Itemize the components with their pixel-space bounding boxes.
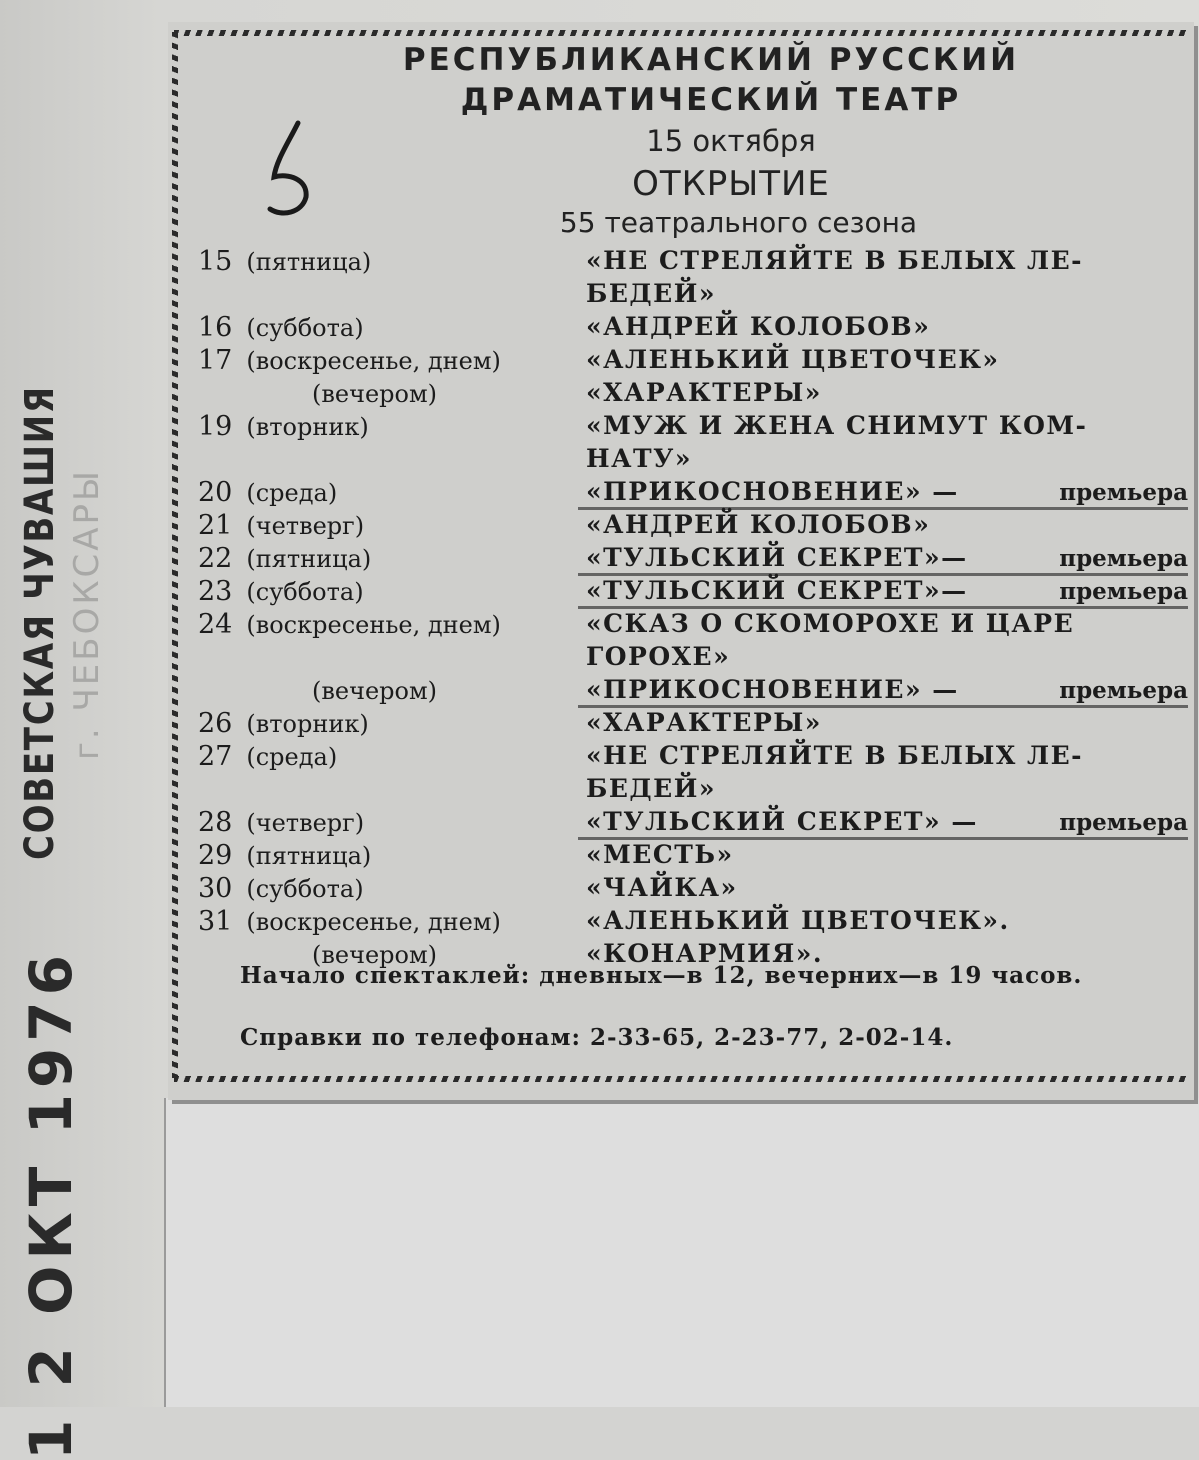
stamp-date: 1 2 ОКТ 1976 (17, 949, 85, 1460)
play-title: «ЧАЙКА» (586, 873, 738, 902)
day-number: 20 (198, 477, 233, 508)
schedule-row (198, 708, 1188, 741)
schedule-row (198, 279, 1188, 312)
premiere-note: премьера (1059, 677, 1188, 704)
weekday-label: (вечером) (312, 677, 437, 705)
weekday-label: (среда) (246, 743, 338, 771)
weekday-label: (суббота) (246, 875, 364, 903)
play-title: «НЕ СТРЕЛЯЙТЕ В БЕЛЫХ ЛЕ- (586, 741, 1084, 770)
premiere-note: премьера (1059, 545, 1188, 572)
premiere-note: премьера (1059, 809, 1188, 836)
dashed-border-bottom (174, 1076, 1188, 1082)
weekday-label: (пятница) (246, 545, 372, 573)
schedule-day (198, 708, 369, 739)
play-title: БЕДЕЙ» (586, 774, 716, 803)
play-title: «ТУЛЬСКИЙ СЕКРЕТ»— (586, 576, 968, 605)
schedule-day (198, 741, 337, 772)
play-title: «МЕСТЬ» (586, 840, 734, 869)
phone-info: Справки по телефонам: 2-33-65, 2-23-77, 2-02-14. (240, 1024, 954, 1051)
schedule-row (198, 477, 1188, 510)
play-title: НАТУ» (586, 444, 692, 473)
premiere-note: премьера (1059, 479, 1188, 506)
schedule-day (198, 609, 501, 640)
play-title: «АЛЕНЬКИЙ ЦВЕТОЧЕК». (586, 906, 1010, 935)
day-number: 29 (198, 840, 233, 871)
schedule-row (198, 774, 1188, 807)
play-title: ГОРОХЕ» (586, 642, 731, 671)
schedule-day (198, 279, 212, 310)
schedule-day (198, 840, 371, 871)
dashed-border-left (172, 32, 178, 1078)
weekday-label: (воскресенье, днем) (246, 347, 501, 375)
day-number: 24 (198, 609, 233, 640)
schedule-row (198, 510, 1188, 543)
day-number: 30 (198, 873, 233, 904)
schedule-day (198, 906, 501, 937)
schedule-row (198, 873, 1188, 906)
play-title: «ХАРАКТЕРЫ» (586, 708, 822, 737)
schedule-row (198, 906, 1188, 939)
stamp-city: г. ЧЕБОКСАРЫ (67, 468, 107, 760)
weekday-label: (четверг) (246, 809, 365, 837)
schedule-day (298, 675, 437, 706)
schedule-day (198, 477, 337, 508)
schedule-day (198, 444, 212, 475)
stamp-newspaper: СОВЕТСКАЯ ЧУВАШИЯ (17, 385, 63, 860)
theatre-name-line2: ДРАМАТИЧЕСКИЙ ТЕАТР (460, 82, 962, 118)
weekday-label: (среда) (246, 479, 338, 507)
day-number: 17 (198, 345, 233, 376)
play-title: «НЕ СТРЕЛЯЙТЕ В БЕЛЫХ ЛЕ- (586, 246, 1084, 275)
theatre-name-line1: РЕСПУБЛИКАНСКИЙ РУССКИЙ (402, 42, 1020, 78)
day-number: 26 (198, 708, 233, 739)
day-number: 31 (198, 906, 233, 937)
lower-sheet (164, 1098, 1199, 1407)
schedule-day (198, 873, 364, 904)
dashed-border-top (174, 30, 1188, 36)
play-title: «ТУЛЬСКИЙ СЕКРЕТ» — (586, 807, 978, 836)
play-title: БЕДЕЙ» (586, 279, 716, 308)
day-number: 15 (198, 246, 233, 277)
weekday-label: (воскресенье, днем) (246, 611, 501, 639)
schedule-row (198, 807, 1188, 840)
schedule-row (198, 411, 1188, 444)
schedule-row (198, 642, 1188, 675)
play-title: «ПРИКОСНОВЕНИЕ» — (586, 675, 959, 704)
play-title: «ПРИКОСНОВЕНИЕ» — (586, 477, 959, 506)
weekday-label: (пятница) (246, 248, 372, 276)
weekday-label: (суббота) (246, 314, 364, 342)
schedule-day (198, 411, 369, 442)
schedule-day (298, 378, 437, 409)
schedule-day (198, 807, 364, 838)
opening-title: ОТКРЫТИЕ (632, 164, 830, 204)
play-title: «КОНАРМИЯ». (586, 939, 824, 968)
weekday-label: (вторник) (246, 710, 369, 738)
play-title: «АЛЕНЬКИЙ ЦВЕТОЧЕК» (586, 345, 1000, 374)
play-title: «СКАЗ О СКОМОРОХЕ И ЦАРЕ (586, 609, 1075, 638)
weekday-label: (вечером) (312, 380, 437, 408)
play-title: «МУЖ И ЖЕНА СНИМУТ КОМ- (586, 411, 1088, 440)
start-times: Начало спектаклей: дневных—в 12, вечерних—в 19 часов. (240, 962, 1083, 989)
day-number: 28 (198, 807, 233, 838)
schedule-row (198, 345, 1188, 378)
schedule-row (198, 312, 1188, 345)
play-title: «ТУЛЬСКИЙ СЕКРЕТ»— (586, 543, 968, 572)
weekday-label: (пятница) (246, 842, 372, 870)
opening-date: 15 октября (646, 124, 816, 158)
day-number: 16 (198, 312, 233, 343)
schedule-day (198, 576, 364, 607)
schedule-day (198, 642, 212, 673)
day-number: 22 (198, 543, 233, 574)
play-title: «АНДРЕЙ КОЛОБОВ» (586, 312, 931, 341)
schedule-row (198, 840, 1188, 873)
schedule-day (198, 774, 212, 805)
schedule-day (198, 246, 371, 277)
schedule-day (198, 510, 364, 541)
day-number: 19 (198, 411, 233, 442)
play-title: «ХАРАКТЕРЫ» (586, 378, 822, 407)
schedule-day (198, 543, 371, 574)
season-label: 55 театрального сезона (559, 206, 918, 239)
schedule-row (198, 609, 1188, 642)
weekday-label: (четверг) (246, 512, 365, 540)
schedule-row (198, 741, 1188, 774)
schedule-row (198, 378, 1188, 411)
newspaper-clipping (168, 22, 1194, 1100)
schedule-day (198, 345, 501, 376)
weekday-label: (суббота) (246, 578, 364, 606)
schedule-list (198, 246, 1188, 972)
weekday-label: (вторник) (246, 413, 369, 441)
weekday-label: (вечером) (312, 941, 437, 969)
day-number: 21 (198, 510, 233, 541)
date-stamp (17, 310, 137, 1460)
schedule-row (198, 576, 1188, 609)
day-number: 27 (198, 741, 233, 772)
schedule-row (198, 543, 1188, 576)
schedule-row (198, 675, 1188, 708)
schedule-row (198, 246, 1188, 279)
premiere-note: премьера (1059, 578, 1188, 605)
day-number: 23 (198, 576, 233, 607)
weekday-label: (воскресенье, днем) (246, 908, 501, 936)
schedule-row (198, 444, 1188, 477)
schedule-day (198, 312, 364, 343)
play-title: «АНДРЕЙ КОЛОБОВ» (586, 510, 931, 539)
